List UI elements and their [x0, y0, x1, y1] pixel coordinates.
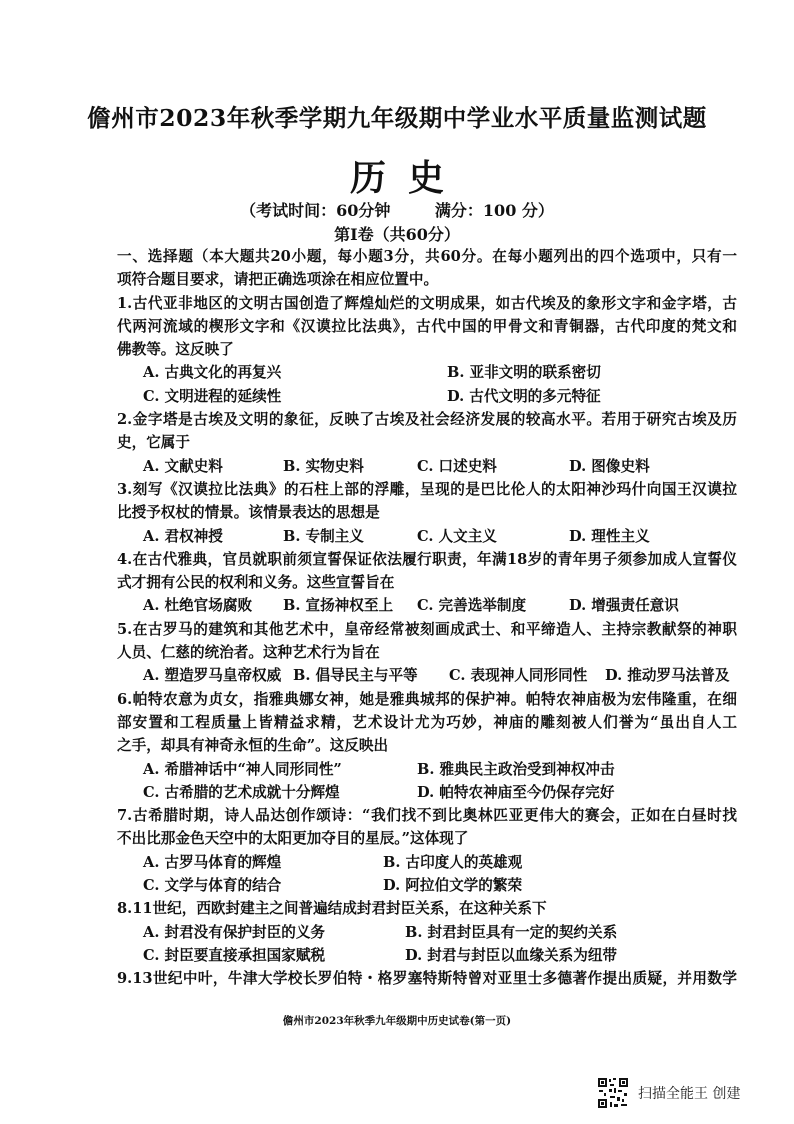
option-a: A. 古典文化的再复兴: [143, 364, 282, 382]
option-a: A. 杜绝官场腐败: [143, 597, 253, 615]
question-text: 5.在古罗马的建筑和其他艺术中，皇帝经常被刻画成武士、和平缔造人、主持宗教献祭的神职: [117, 620, 737, 638]
option-c: C. 文学与体育的结合: [143, 877, 282, 895]
option-d: D. 帕特农神庙至今仍保存完好: [417, 783, 615, 801]
question-text: 1.古代亚非地区的文明古国创造了辉煌灿烂的文明成果，如古代埃及的象形文字和金字塔，古: [117, 294, 737, 312]
question-text: 之手，却具有神奇永恒的生命”。这反映出: [117, 737, 389, 755]
option-d: D. 封君与封臣以血缘关系为纽带: [405, 946, 618, 964]
option-d: D. 古代文明的多元特征: [447, 387, 601, 405]
question-text: 部安置和工程质量上皆精益求精，艺术设计尤为巧妙，神庙的雕刻被人们誉为“虽出自人工: [117, 713, 737, 731]
question-text: 6.帕特农意为贞女，指雅典娜女神，她是雅典城邦的保护神。帕特农神庙极为宏伟隆重，在细: [117, 690, 737, 708]
option-c: C. 口述史料: [417, 457, 497, 475]
scanner-watermark: 扫描全能王 创建: [638, 1086, 741, 1102]
option-b: B. 倡导民主与平等: [293, 667, 418, 685]
option-row: [117, 594, 737, 617]
option-row: [117, 781, 737, 804]
option-row: [117, 664, 737, 687]
option-b: B. 古印度人的英雄观: [383, 853, 523, 871]
subject-heading: 历史: [349, 157, 466, 199]
option-c: C. 文明进程的延续性: [143, 387, 282, 405]
option-d: D. 推动罗马法普及: [605, 667, 730, 685]
option-row: [117, 385, 737, 408]
option-row: [117, 455, 737, 478]
volume-heading: 第Ⅰ卷（共60分）: [334, 225, 460, 244]
option-a: A. 塑造罗马皇帝权威: [143, 667, 282, 685]
option-row: [117, 525, 737, 548]
exam-info: （考试时间：60分钟 满分：100 分）: [240, 201, 554, 220]
option-row: [117, 944, 737, 967]
question-text: 不出比那金色天空中的太阳更加夺目的星辰。”这体现了: [117, 830, 469, 848]
option-row: [117, 758, 737, 781]
option-b: B. 专制主义: [283, 527, 364, 545]
question-text: 4.在古代雅典，官员就职前须宣誓保证依法履行职责，年满18岁的青年男子须参加成人宣誓仪: [117, 550, 737, 568]
question-text: 比授予权杖的情景。该情景表达的思想是: [117, 504, 380, 522]
option-a: A. 君权神授: [143, 527, 223, 545]
option-b: B. 实物史料: [283, 457, 364, 475]
option-row: [117, 361, 737, 384]
question-text: 9.13世纪中叶，牛津大学校长罗伯特・格罗塞特斯特曾对亚里士多德著作提出质疑，并用数学: [117, 970, 737, 988]
option-c: C. 封臣要直接承担国家赋税: [143, 946, 326, 964]
question-text: 式才拥有公民的权利和义务。这些宣誓旨在: [117, 574, 395, 592]
section-instruction: 项符合题目要求，请把正确选项涂在相应位置中。: [117, 271, 439, 289]
question-text: 史，它属于: [117, 434, 190, 452]
option-a: A. 古罗马体育的辉煌: [143, 853, 282, 871]
option-b: B. 雅典民主政治受到神权冲击: [417, 760, 615, 778]
option-a: A. 文献史料: [143, 457, 223, 475]
question-text: 8.11世纪，西欧封建主之间普遍结成封君封臣关系，在这种关系下: [117, 900, 547, 918]
option-c: C. 完善选举制度: [417, 597, 527, 615]
option-b: B. 封君封臣具有一定的契约关系: [405, 923, 618, 941]
option-b: B. 宣扬神权至上: [283, 597, 394, 615]
option-row: [117, 851, 737, 874]
option-d: D. 阿拉伯文学的繁荣: [383, 877, 523, 895]
question-text: 2.金字塔是古埃及文明的象征，反映了古埃及社会经济发展的较高水平。若用于研究古埃及历: [117, 411, 737, 429]
option-d: D. 理性主义: [569, 527, 650, 545]
option-b: B. 亚非文明的联系密切: [447, 364, 601, 382]
option-d: D. 增强责任意识: [569, 597, 679, 615]
option-c: C. 古希腊的艺术成就十分辉煌: [143, 783, 340, 801]
qr-code-icon: [597, 1077, 629, 1109]
option-c: C. 表现神人同形同性: [449, 667, 588, 685]
option-c: C. 人文主义: [417, 527, 497, 545]
question-text: 人员、仁慈的统治者。这种艺术行为旨在: [117, 644, 380, 662]
option-a: A. 封君没有保护封臣的义务: [143, 923, 326, 941]
option-row: [117, 921, 737, 944]
option-d: D. 图像史料: [569, 457, 650, 475]
question-body: [117, 245, 737, 991]
question-text: 佛教等。这反映了: [117, 341, 234, 359]
question-text: 7.古希腊时期，诗人品达创作颂诗：“我们找不到比奥林匹亚更伟大的赛会，正如在白昼时找: [117, 807, 737, 825]
section-instruction: 一、选择题（本大题共20小题，每小题3分，共60分。在每小题列出的四个选项中，只有一: [117, 248, 737, 265]
page-footer: 儋州市2023年秋季九年级期中历史试卷(第一页): [282, 1015, 512, 1027]
option-a: A. 希腊神话中“神人同形同性”: [143, 760, 342, 778]
question-text: 代两河流域的楔形文字和《汉谟拉比法典》，古代中国的甲骨文和青铜器，古代印度的梵文和: [117, 317, 737, 335]
question-text: 3.刻写《汉谟拉比法典》的石柱上部的浮雕，呈现的是巴比伦人的太阳神沙玛什向国王汉谟拉: [117, 480, 737, 498]
exam-title: 儋州市2023年秋季学期九年级期中学业水平质量监测试题: [87, 104, 707, 132]
option-row: [117, 874, 737, 897]
